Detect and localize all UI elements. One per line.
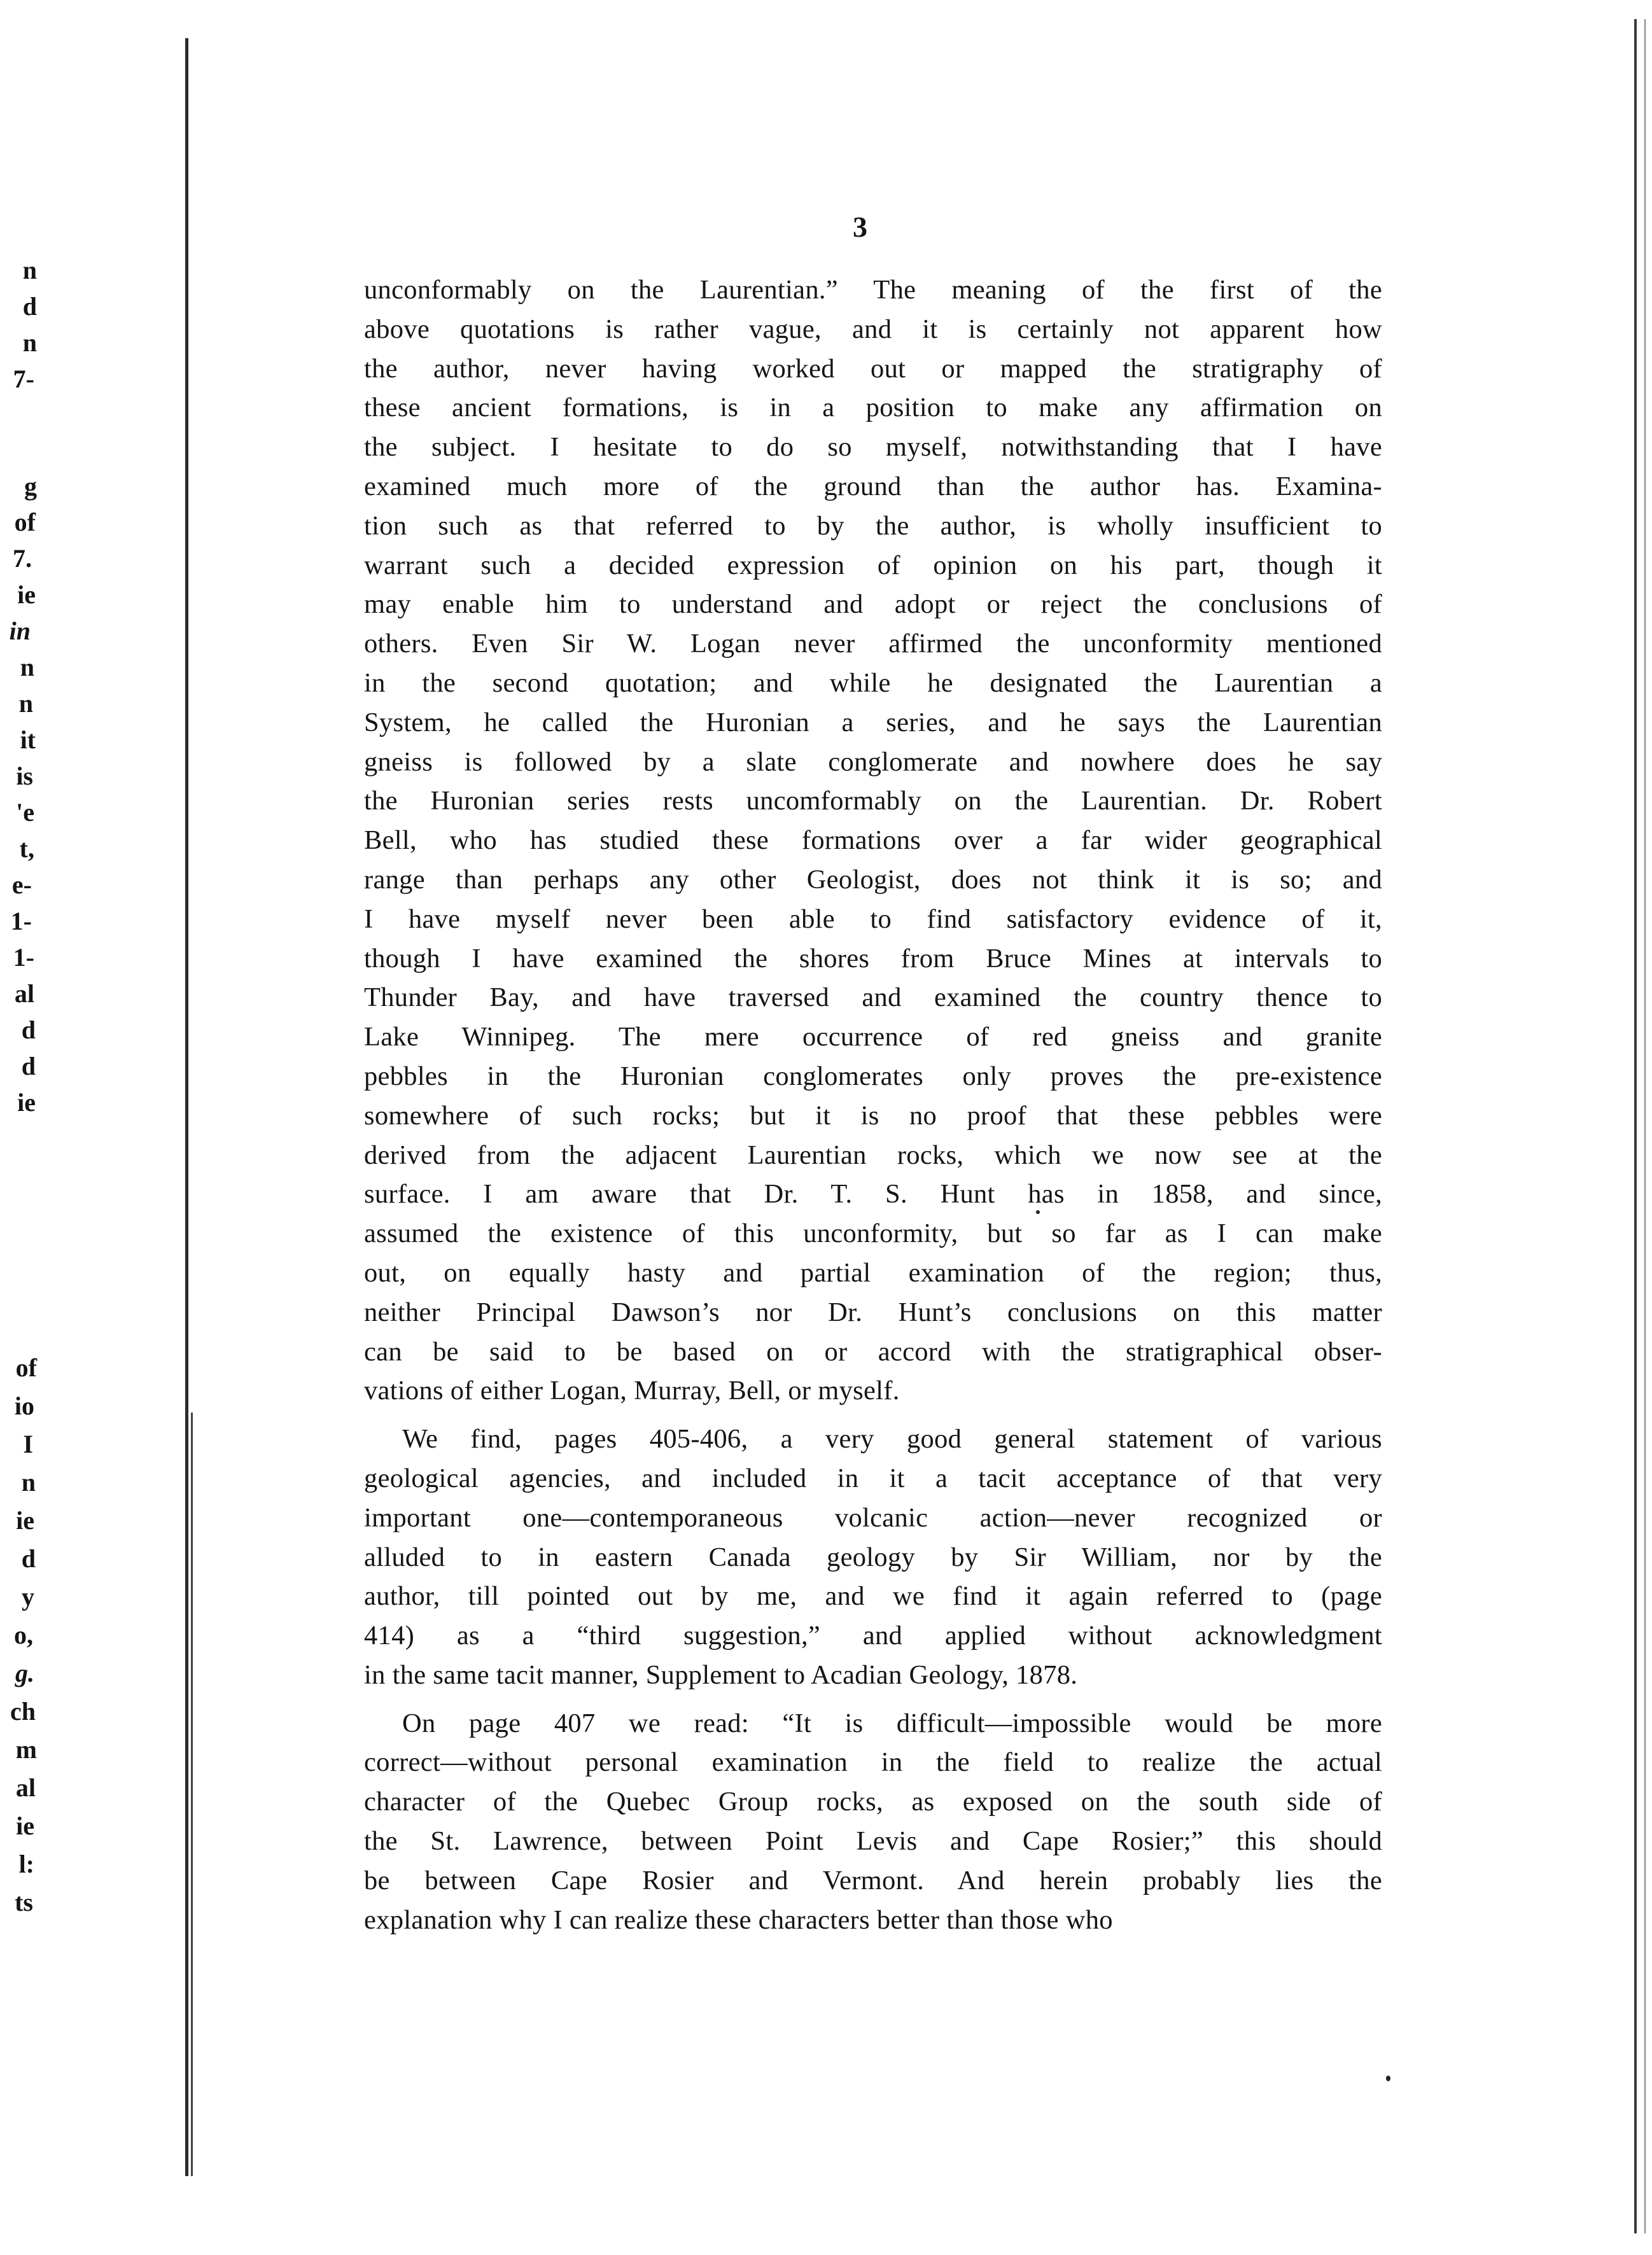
text-line: derived from the adjacent Laurentian rocks, which we now see at the — [364, 1140, 1382, 1170]
text-line: pebbles in the Huronian conglomerates only proves the pre-existence — [364, 1061, 1382, 1091]
text-line: 414) as a “third suggestion,” and applied without acknowledgment — [364, 1621, 1382, 1651]
facing-page-fragment: ie — [17, 580, 36, 609]
facing-page-fragment: of — [15, 1353, 37, 1382]
facing-page-fragment: g. — [15, 1659, 34, 1687]
text-line: Thunder Bay, and have traversed and examined the country thence to — [364, 982, 1382, 1013]
text-line: correct—without personal examination in the field to realize the actual — [364, 1747, 1382, 1778]
text-line: System, he called the Huronian a series, and he says the Laurentian — [364, 707, 1382, 737]
facing-page-fragment: 7. — [13, 544, 32, 573]
text-line: author, till pointed out by me, and we find it again referred to (page — [364, 1581, 1382, 1612]
text-line: be between Cape Rosier and Vermont. And herein probably lies the — [364, 1865, 1382, 1895]
facing-page-fragment: ts — [15, 1888, 33, 1916]
facing-page-fragment: ie — [17, 1088, 36, 1117]
facing-page-fragment: t, — [19, 834, 34, 863]
facing-page-fragment: al — [15, 1773, 36, 1802]
text-line: somewhere of such rocks; but it is no proof that these pebbles were — [364, 1100, 1382, 1131]
facing-page-fragment: n — [18, 689, 33, 718]
gutter-line — [185, 38, 188, 2176]
facing-page-fragment: ch — [10, 1697, 36, 1726]
paragraph-gap — [364, 1411, 1382, 1420]
facing-page-fragment: 1- — [13, 943, 34, 972]
paragraph-gap — [364, 1695, 1382, 1704]
facing-page-fragment: ie — [16, 1506, 34, 1535]
facing-page-fragment: is — [16, 762, 33, 790]
text-line: Lake Winnipeg. The mere occurrence of red gneiss and granite — [364, 1022, 1382, 1052]
facing-page-fragment: al — [14, 979, 34, 1008]
text-line: the Huronian series rests uncomformably on the Laurentian. Dr. Robert — [364, 786, 1382, 816]
facing-page-fragment: 'e — [16, 798, 34, 827]
text-line: Bell, who has studied these formations over a far wider geographical — [364, 825, 1382, 856]
page-body — [364, 270, 1382, 1939]
facing-page-fragment: of — [14, 508, 36, 536]
text-line: these ancient formations, is in a position to make any affirmation on — [364, 393, 1382, 423]
text-line: gneiss is followed by a slate conglomerate and nowhere does he say — [364, 746, 1382, 777]
text-line: warrant such a decided expression of opinion on his part, though it — [364, 550, 1382, 580]
text-line: On page 407 we read: “It is difficult—impossible would be more — [402, 1708, 1382, 1738]
right-page-edge-shadow — [1644, 19, 1646, 2233]
text-line: neither Principal Dawson’s nor Dr. Hunt’s conclusions on this matter — [364, 1297, 1382, 1327]
text-line: the author, never having worked out or mapped the stratigraphy of — [364, 353, 1382, 384]
gutter-shadow-line — [191, 1413, 193, 2176]
text-line: assumed the existence of this unconformity, but so far as I can make — [364, 1218, 1382, 1249]
page-number: 3 — [853, 211, 867, 243]
facing-page-fragment: d — [22, 292, 37, 321]
text-line: can be said to be based on or accord with the stratigraphical obser- — [364, 1336, 1382, 1367]
text-line: vations of either Logan, Murray, Bell, or myself. — [364, 1376, 900, 1406]
text-line: though I have examined the shores from Bruce Mines at intervals to — [364, 943, 1382, 974]
text-line: I have myself never been able to find satisfactory evidence of it, — [364, 904, 1382, 934]
facing-page-fragment: m — [15, 1735, 37, 1764]
text-line: important one—contemporaneous volcanic action—never recognized or — [364, 1502, 1382, 1533]
facing-page-fragment: n — [22, 256, 37, 284]
text-line: character of the Quebec Group rocks, as exposed on the south side of — [364, 1787, 1382, 1817]
text-line: geological agencies, and included in it a tacit acceptance of that very — [364, 1463, 1382, 1493]
facing-page-fragment: io — [14, 1392, 34, 1420]
facing-page-fragment: 7- — [13, 365, 34, 393]
facing-page-fragment: g — [24, 472, 37, 501]
text-line: may enable him to understand and adopt or reject the conclusions of — [364, 589, 1382, 620]
facing-page-fragment: d — [21, 1052, 36, 1080]
facing-page-fragment: ie — [16, 1812, 34, 1840]
facing-page-fragment: d — [21, 1016, 36, 1044]
facing-page-fragment: y — [22, 1582, 34, 1611]
text-line: the subject. I hesitate to do so myself, notwithstanding that I have — [364, 432, 1382, 463]
text-line: others. Even Sir W. Logan never affirmed the unconformity mentioned — [364, 629, 1382, 659]
text-line: range than perhaps any other Geologist, does not think it is so; and — [364, 864, 1382, 895]
text-line: the St. Lawrence, between Point Levis and Cape Rosier;” this should — [364, 1826, 1382, 1857]
text-line: explanation why I can realize these characters better than those who — [364, 1904, 1113, 1935]
ink-speck — [1386, 2076, 1390, 2081]
facing-page-fragment: o, — [14, 1621, 33, 1649]
ink-speck — [1036, 1210, 1040, 1214]
text-line: surface. I am aware that Dr. T. S. Hunt has in 1858, and since, — [364, 1179, 1382, 1210]
facing-page-fragment: in — [9, 617, 31, 645]
facing-page-fragment: e- — [11, 870, 32, 899]
facing-page-fragment: n — [22, 328, 37, 357]
text-line: examined much more of the ground than the author has. Examina- — [364, 471, 1382, 501]
facing-page-fragment: it — [20, 725, 36, 754]
text-line: out, on equally hasty and partial examination of the region; thus, — [364, 1257, 1382, 1288]
facing-page-fragment: d — [21, 1544, 36, 1573]
text-line: in the same tacit manner, Supplement to Acadian Geology, 1878. — [364, 1659, 1078, 1690]
text-line: unconformably on the Laurentian.” The meaning of the first of the — [364, 275, 1382, 305]
text-line: above quotations is rather vague, and it is certainly not apparent how — [364, 314, 1382, 344]
facing-page-fragment: n — [20, 653, 34, 681]
facing-page-fragment: I — [23, 1430, 33, 1458]
facing-page-fragment: l: — [18, 1850, 34, 1878]
right-page-edge — [1634, 19, 1637, 2233]
text-line: tion such as that referred to by the author, is wholly insufficient to — [364, 510, 1382, 541]
text-line: in the second quotation; and while he designated the Laurentian a — [364, 667, 1382, 698]
facing-page-fragment: n — [21, 1468, 36, 1497]
text-line: alluded to in eastern Canada geology by Sir William, nor by the — [364, 1542, 1382, 1572]
text-line: We find, pages 405-406, a very good general statement of various — [402, 1424, 1382, 1455]
facing-page-fragment: 1- — [10, 907, 32, 935]
